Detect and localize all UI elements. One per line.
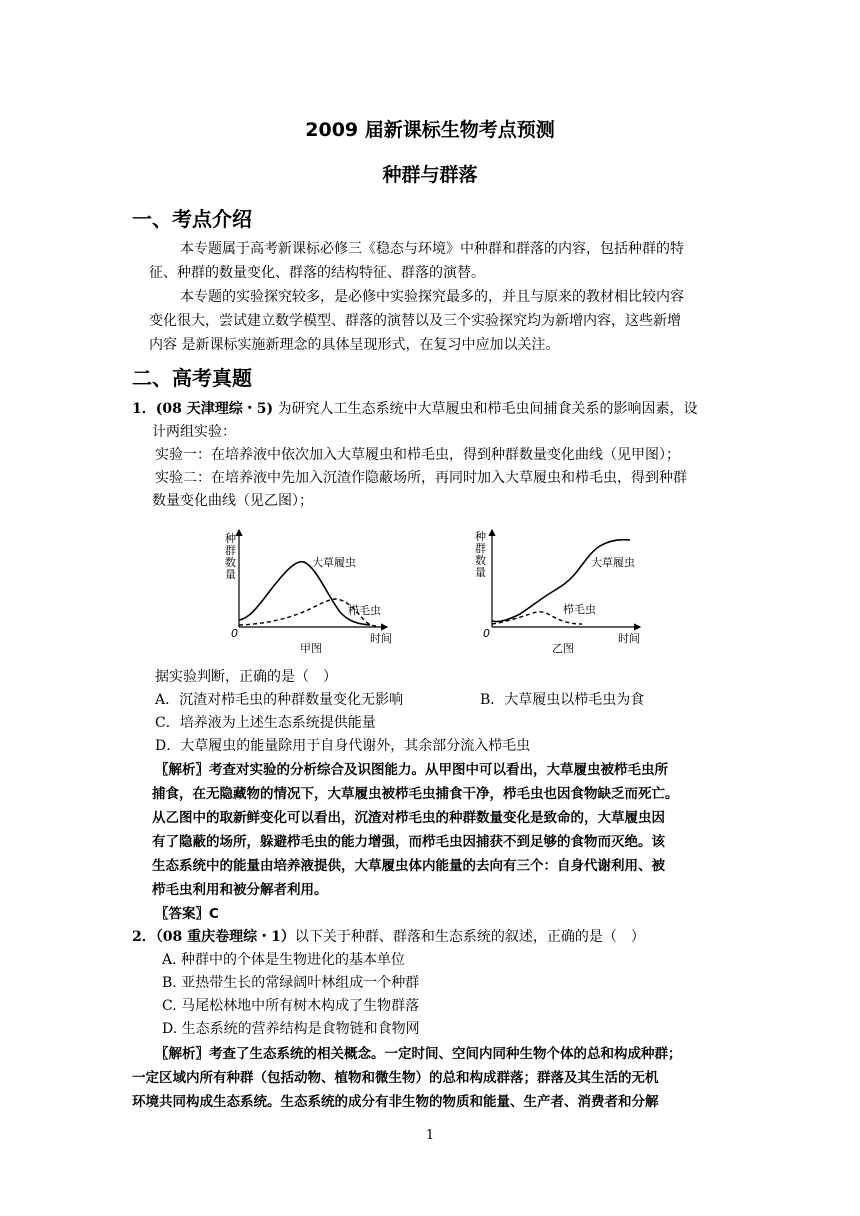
section1-p2-line3: 内容 是新课标实施新理念的具体呈现形式，在复习中应加以关注。 <box>149 337 560 353</box>
q1-exp1: 实验一：在培养液中依次加入大草履虫和栉毛虫，得到种群数量变化曲线（见甲图）； <box>155 447 680 463</box>
q1-option-b: B．大草履虫以栉毛虫为食 <box>480 692 645 708</box>
q2-option-d: D. 生态系统的营养结构是食物链和食物网 <box>162 1021 420 1037</box>
section2-heading: 二、高考真题 <box>132 366 252 390</box>
q1-line1 <box>132 398 698 421</box>
figure-yi <box>470 520 670 660</box>
q1-analysis-line6: 栉毛虫利用和被分解者利用。 <box>152 882 328 898</box>
q1-analysis-line1: 〖解析〗考查对实验的分析综合及识图能力。从甲图中可以看出，大草履虫被栉毛虫所 <box>155 762 668 778</box>
q1-stem-line2: 计两组实验： <box>152 424 236 440</box>
jia-label-paramecium: 大草履虫 <box>312 556 356 569</box>
q2-number: 2． <box>132 929 156 945</box>
q1-analysis-line5: 生态系统中的能量由培养液提供，大草履虫体内能量的去向有三个：自身代谢利用、被 <box>152 858 665 874</box>
q1-exp2-line1: 实验二：在培养液中先加入沉渣作隐蔽场所，再同时加入大草履虫和栉毛虫，得到种群 <box>155 470 687 486</box>
jia-ylabel-1: 群 <box>225 544 236 557</box>
page-number: 1 <box>425 1128 435 1143</box>
jia-origin: 0 <box>231 627 238 640</box>
q1-option-a: A．沉渣对栉毛虫的种群数量变化无影响 <box>155 692 404 708</box>
q2-line1 <box>132 926 645 949</box>
q1-prompt: 据实验判断，正确的是（ ） <box>155 669 337 685</box>
q2-analysis-line3: 环境共同构成生态系统。生态系统的成分有非生物的物质和能量、生产者、消费者和分解 <box>132 1094 659 1110</box>
yi-label-didinium: 栉毛虫 <box>563 603 596 616</box>
jia-label-didinium: 栉毛虫 <box>348 604 381 617</box>
yi-ylabel-3: 量 <box>475 566 486 579</box>
q2-option-b: B. 亚热带生长的常绿阔叶林组成一个种群 <box>162 975 420 991</box>
q2-analysis-line2: 一定区域内所有种群（包括动物、植物和微生物）的总和构成群落；群落及其生活的无机 <box>132 1070 659 1086</box>
figure-jia <box>222 520 422 660</box>
yi-caption: 乙图 <box>552 642 574 655</box>
q1-exp2-line2: 数量变化曲线（见乙图）； <box>152 493 313 509</box>
q1-analysis-line3: 从乙图中的取新鲜变化可以看出，沉渣对栉毛虫的种群数量变化是致命的，大草履虫因 <box>152 810 665 826</box>
page-title: 2009 届新课标生物考点预测 <box>305 119 555 141</box>
jia-caption: 甲图 <box>300 642 322 655</box>
yi-ylabel-2: 数 <box>475 554 486 567</box>
q1-source: (08 天津理综・5) <box>155 401 274 417</box>
section1-p1-line2: 征、种群的数量变化、群落的结构特征、群落的演替。 <box>149 265 485 281</box>
section1-p2-line1: 本专题的实验探究较多，是必修中实验探究最多的，并且与原来的教材相比较内容 <box>180 289 684 305</box>
q1-number: 1． <box>132 401 156 417</box>
jia-ylabel-3: 量 <box>225 568 236 581</box>
q1-stem-line1: 为研究人工生态系统中大草履虫和栉毛虫间捕食关系的影响因素，设 <box>277 401 698 417</box>
q2-analysis-line1: 〖解析〗考查了生态系统的相关概念。一定时间、空间内同种生物个体的总和构成种群； <box>155 1046 682 1062</box>
q2-option-c: C. 马尾松林地中所有树木构成了生物群落 <box>162 998 420 1014</box>
section1-heading: 一、考点介绍 <box>132 207 252 231</box>
q1-option-d: D．大草履虫的能量除用于自身代谢外，其余部分流入栉毛虫 <box>155 738 531 754</box>
yi-curve-paramecium <box>492 540 630 622</box>
q2-source: （08 重庆卷理综・1） <box>155 929 295 945</box>
yi-ylabel-1: 群 <box>475 542 486 555</box>
section1-p1-line1: 本专题属于高考新课标必修三《稳态与环境》中种群和群落的内容，包括种群的特 <box>180 241 684 257</box>
yi-label-paramecium: 大草履虫 <box>591 556 635 569</box>
q1-analysis-line2: 捕食，在无隐藏物的情况下，大草履虫被栉毛虫捕食干净，栉毛虫也因食物缺乏而死亡。 <box>152 786 679 802</box>
yi-origin: 0 <box>483 627 490 640</box>
yi-xlabel: 时间 <box>618 632 640 645</box>
q2-option-a: A. 种群中的个体是生物进化的基本单位 <box>162 952 406 968</box>
q1-answer: 〖答案〗C <box>155 906 219 922</box>
q2-stem: 以下关于种群、群落和生态系统的叙述，正确的是（ ） <box>294 929 645 945</box>
jia-ylabel-0: 种 <box>225 532 236 545</box>
jia-xlabel: 时间 <box>370 632 392 645</box>
page-subtitle: 种群与群落 <box>382 164 478 186</box>
yi-ylabel-0: 种 <box>475 530 486 543</box>
jia-ylabel-2: 数 <box>225 556 236 569</box>
section1-p2-line2: 变化很大，尝试建立数学模型、群落的演替以及三个实验探究均为新增内容，这些新增 <box>149 313 681 329</box>
q1-analysis-line4: 有了隐蔽的场所，躲避栉毛虫的能力增强，而栉毛虫因捕获不到足够的食物而灭绝。该 <box>152 834 665 850</box>
q1-option-c: C．培养液为上述生态系统提供能量 <box>155 715 376 731</box>
